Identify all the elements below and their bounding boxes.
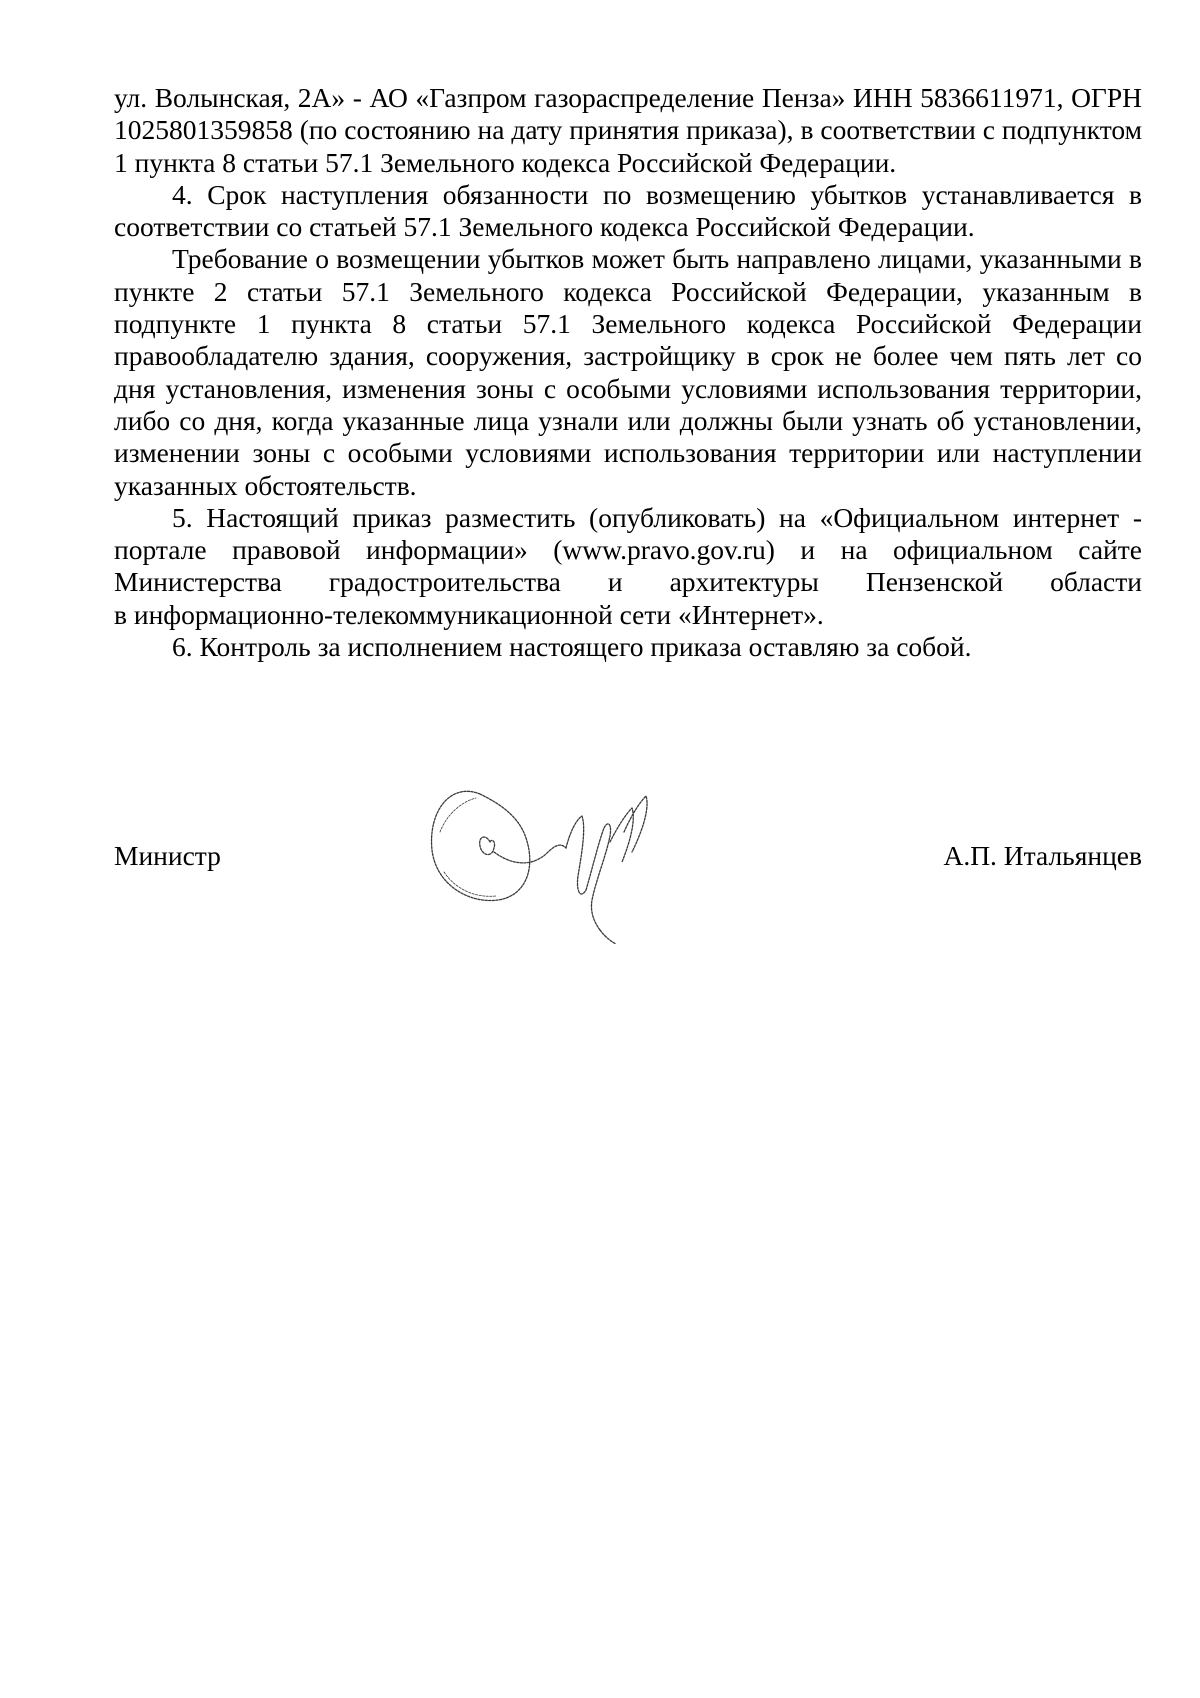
document-body <box>114 82 1142 663</box>
paragraph-item-5-continuation: в информационно-телекоммуникационной сети «Интернет». <box>114 598 824 630</box>
paragraph-item-5: 5. Настоящий приказ разместить (опубликовать) на «Официальном интернет - портале правовой информации» (www.pravo.gov.ru) и на официальном сайте Министерства градостроительства и архитектуры Пензенской области <box>114 501 1142 598</box>
paragraph-item-6: 6. Контроль за исполнением настоящего приказа оставляю за собой. <box>172 631 972 663</box>
signatory-title: Министр <box>114 840 221 871</box>
signatory-name: А.П. Итальянцев <box>943 840 1142 871</box>
paragraph-item-4: 4. Срок наступления обязанности по возмещению убытков устанавливается в соответствии со статьей 57.1 Земельного кодекса Российской Федерации. <box>114 178 1142 243</box>
signature-block <box>114 840 1142 880</box>
paragraph-claim-requirement: Требование о возмещении убытков может быть направлено лицами, указанными в пункте 2 статьи 57.1 Земельного кодекса Российской Федерации, указанным в подпункте 1 пункта 8 статьи 57.1 Земельного кодекса Российской Федерации правообладателю здания, сооружения, застройщику в срок не более чем пять лет со дня установления, изменения зоны с особыми условиями использования территории, либо со дня, когда указанные лица узнали или должны были узнать об установлении, изменении зоны с особыми условиями использования территории или наступлении указанных обстоятельств. <box>114 243 1142 501</box>
paragraph-address-continuation: ул. Волынская, 2А» - АО «Газпром газораспределение Пенза» ИНН 5836611971, ОГРН 1025801359858 (по состоянию на дату принятия приказа), в соответствии с подпунктом 1 пункта 8 статьи 57.1 Земельного кодекса Российской Федерации. <box>114 82 1142 178</box>
